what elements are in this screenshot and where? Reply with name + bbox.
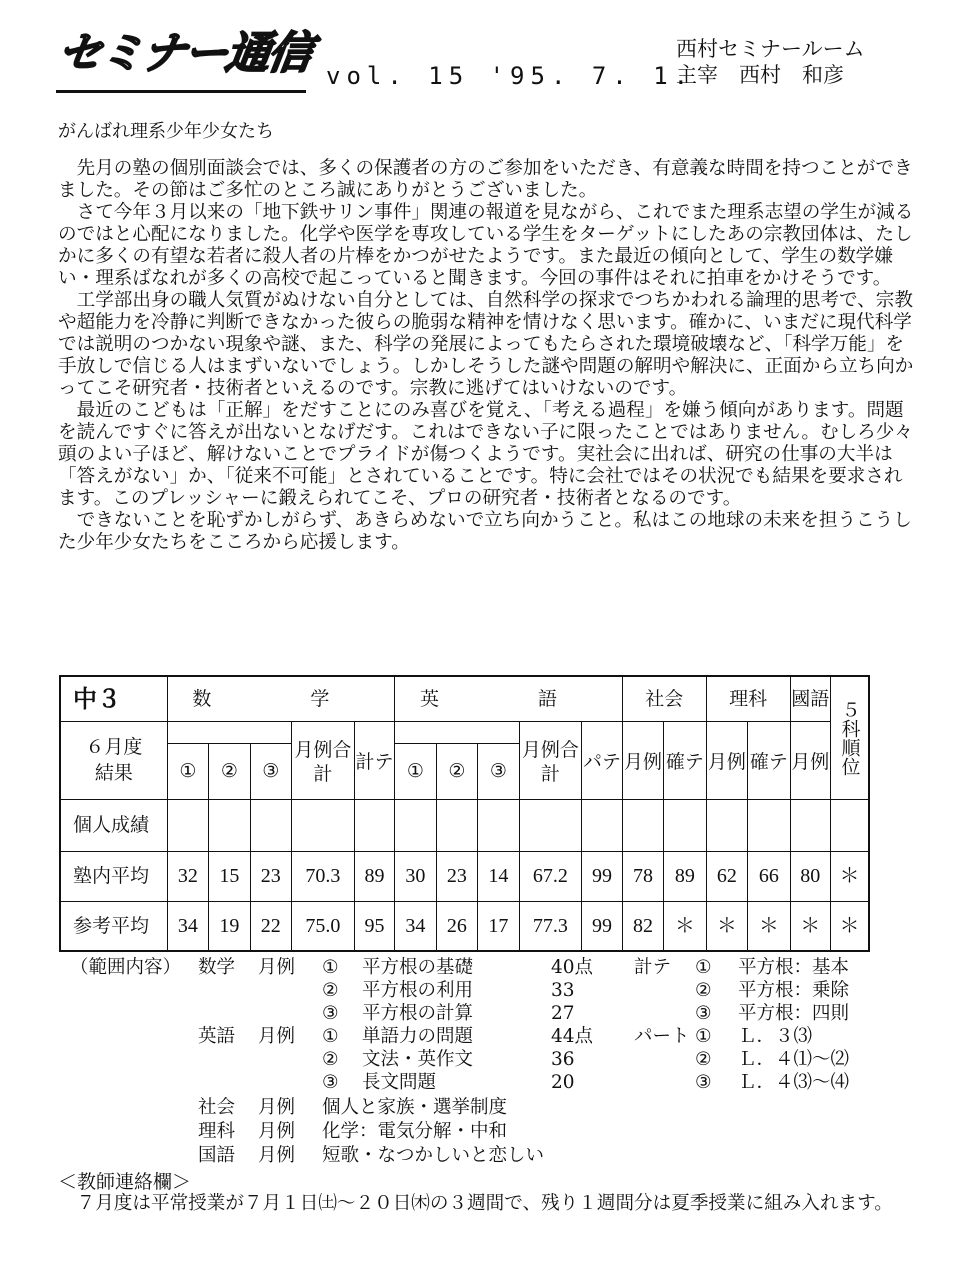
score-cell: ＊ [748,901,790,951]
range-points: 20 [551,1072,575,1093]
range-science-monthly-label: 月例 [258,1121,296,1142]
paragraph: 工学部出身の職人気質がぬけない自分としては、自然科学の探求でつちかわれる論理的思考で、宗教や超能力を冷静に判断できなかった彼らの脆弱な精神を情けなく思います。確かに、いまだに現代科学では説明のつかない現象や謎、また、科学の発展によってもたらされた環境破壊など、「科学万能」を手放しで信じる人はまずいないでしょう。しかしそうした謎や問題の解明や解決に、正面から立ち向かってこそ研究者・技術者といえるのです。宗教に逃げてはいけないのです。 [58,290,914,399]
range-number: ③ [695,1003,712,1024]
score-cell: 95 [354,901,394,951]
range-math-monthly-label: 月例 [258,957,296,978]
score-cell: 23 [250,851,291,901]
range-japanese-monthly-label: 月例 [258,1145,296,1166]
score-cell [292,799,355,851]
col-japanese-monthly: 月例 [790,721,830,799]
score-cell: 82 [622,901,663,951]
range-topic: Ｌ．４⑶～⑷ [738,1072,850,1093]
score-cell: 19 [209,901,250,951]
score-cell: 26 [436,901,477,951]
score-cell: 99 [582,851,622,901]
range-topic: 単語力の問題 [362,1026,474,1047]
range-social-monthly-label: 月例 [258,1097,296,1118]
subject-science: 理科 [706,676,790,721]
col-social-monthly: 月例 [622,721,663,799]
score-cell [790,799,830,851]
score-cell: 75.0 [292,901,355,951]
range-number: ① [322,957,339,978]
score-cell: ＊ [790,901,830,951]
score-cell: 99 [582,901,622,951]
range-number: ② [322,980,339,1001]
range-number: ③ [322,1003,339,1024]
score-cell: 34 [395,901,436,951]
range-topic: 平方根の計算 [362,1003,474,1024]
range-math-subject: 数学 [198,957,236,978]
subject-japanese: 國語 [790,676,830,721]
score-cell [622,799,663,851]
range-number: ① [322,1026,339,1047]
score-cell [250,799,291,851]
range-english-monthly-label: 月例 [258,1026,296,1047]
range-topic: 平方根：四則 [738,1003,850,1024]
organization-name: 西村セミナールーム [676,37,865,61]
range-japanese-topic: 短歌・なつかしいと恋しい [322,1145,545,1166]
score-cell: 34 [167,901,208,951]
score-cell: 66 [748,851,790,901]
range-topic: 平方根の利用 [362,980,474,1001]
range-english-test-label: パート [634,1026,690,1047]
range-topic: 平方根：乗除 [738,980,850,1001]
range-topic: Ｌ．３⑶ [738,1026,813,1047]
result-label: 結果 [94,762,133,784]
score-cell: 17 [478,901,519,951]
range-science-subject: 理科 [198,1121,236,1142]
score-cell [664,799,706,851]
range-label: （範囲内容） [70,957,182,978]
range-points: 27 [551,1003,575,1024]
range-number: ① [695,957,712,978]
score-cell: ＊ [831,851,869,901]
score-cell: 62 [706,851,747,901]
score-cell [706,799,747,851]
newsletter-title: セミナー通信 [54,28,314,79]
score-cell: 89 [664,851,706,901]
score-cell [478,799,519,851]
range-points: 40点 [551,957,594,978]
score-cell: 22 [250,901,291,951]
score-cell: ＊ [664,901,706,951]
greeting-heading: がんばれ理系少年少女たち [58,121,274,142]
score-cell: ＊ [831,901,869,951]
col-science-test: 確テ [748,721,790,799]
range-science-topic: 化学：電気分解・中和 [322,1121,508,1142]
results-table [59,675,870,952]
row-label-personal: 個人成績 [60,799,167,851]
score-cell [167,799,208,851]
paragraph: 最近のこどもは「正解」をだすことにのみ喜びを覚え、「考える過程」を嫌う傾向があります。問題を読んですぐに答えが出ないとなげだす。これはできない子に限ったことではありません。むしろ少々頭のよい子ほど、解けないことでプライドが傷つくようです。実社会に出れば、研究の仕事の大半は「答えがない」か、「従来不可能」とされていることです。特に会社ではその状況でも結果を要求されます。このプレッシャーに鍛えられてこそ、プロの研究者・技術者となるのです。 [58,400,913,509]
score-cell: 77.3 [519,901,582,951]
range-points: 44点 [551,1026,594,1047]
score-cell: 80 [790,851,830,901]
score-cell: 23 [436,851,477,901]
range-math-test-label: 計テ [634,957,672,978]
score-cell: 67.2 [519,851,582,901]
teacher-contact-heading: ＜教師連絡欄＞ [58,1171,192,1193]
title-underline [56,90,306,93]
row-label-cram-average: 塾内平均 [60,851,167,901]
range-number: ① [695,1026,712,1047]
range-topic: 平方根：基本 [738,957,850,978]
volume-date: vol. 15 '95. 7. 1. [326,62,695,90]
teacher-contact-text: ７月度は平常授業が７月１日㈯～２０日㈭の３週間で、残り１週間分は夏季授業に組み入れます。 [76,1193,893,1214]
paragraph: 先月の塾の個別面談会では、多くの保護者の方のご参加をいただき、有意義な時間を持つことができました。その節はご多忙のところ誠にありがとうございました。 [58,158,913,201]
month-label: ６月度 [85,736,143,758]
score-cell: 30 [395,851,436,901]
range-social-topic: 個人と家族・選挙制度 [322,1097,508,1118]
range-topic: 長文問題 [362,1072,437,1093]
subject-social: 社会 [622,676,706,721]
range-points: 36 [551,1049,575,1070]
score-cell [519,799,582,851]
col-eng-total: 月例合計 [519,721,582,799]
col-eng-3: ③ [478,743,519,799]
range-english-subject: 英語 [198,1026,236,1047]
range-topic: 平方根の基礎 [362,957,474,978]
grade-label: 中３ [60,676,167,721]
range-number: ② [322,1049,339,1070]
score-cell [436,799,477,851]
col-eng-test: パテ [582,721,622,799]
col-math-test: 計テ [354,721,394,799]
score-cell: 89 [354,851,394,901]
rank-header: ５科順位 [831,676,869,799]
row-label-reference-average: 参考平均 [60,901,167,951]
subject-math: 数 学 [167,676,395,721]
col-math-total: 月例合計 [292,721,355,799]
range-number: ③ [695,1072,712,1093]
paragraph: さて今年３月以来の「地下鉄サリン事件」関連の報道を見ながら、これでまた理系志望の学生が減るのではと心配になりました。化学や医学を専攻している学生をターゲットにしたあの宗教団体は、たしかに多くの有望な若者に殺人者の片棒をかつがせたようです。また最近の傾向として、学生の数学嫌い・理系ばなれが多くの高校で起こっていると聞きます。今回の事件はそれに拍車をかけそうです。 [58,202,914,289]
director-name: 主宰 西村 和彦 [676,63,844,87]
score-cell [209,799,250,851]
range-social-subject: 社会 [198,1097,236,1118]
score-cell: 78 [622,851,663,901]
col-math-1: ① [167,743,208,799]
article-body [58,158,916,554]
range-number: ② [695,980,712,1001]
col-science-monthly: 月例 [706,721,747,799]
score-cell [831,799,869,851]
col-math-3: ③ [250,743,291,799]
col-eng-1: ① [395,743,436,799]
score-cell: 70.3 [292,851,355,901]
col-social-test: 確テ [664,721,706,799]
range-number: ③ [322,1072,339,1093]
range-points: 33 [551,980,575,1001]
score-cell [354,799,394,851]
score-cell [582,799,622,851]
month-result-label [60,721,167,799]
score-cell: 14 [478,851,519,901]
range-topic: Ｌ．４⑴～⑵ [738,1049,850,1070]
paragraph: できないことを恥ずかしがらず、あきらめないで立ち向かうこと。私はこの地球の未来を担うこうした少年少女たちをこころから応援します。 [58,510,912,553]
col-eng-2: ② [436,743,477,799]
score-cell: 32 [167,851,208,901]
score-cell [748,799,790,851]
score-cell: ＊ [706,901,747,951]
range-japanese-subject: 国語 [198,1145,236,1166]
range-topic: 文法・英作文 [362,1049,474,1070]
col-math-2: ② [209,743,250,799]
score-cell [395,799,436,851]
score-cell: 15 [209,851,250,901]
subject-english: 英 語 [395,676,623,721]
range-number: ② [695,1049,712,1070]
